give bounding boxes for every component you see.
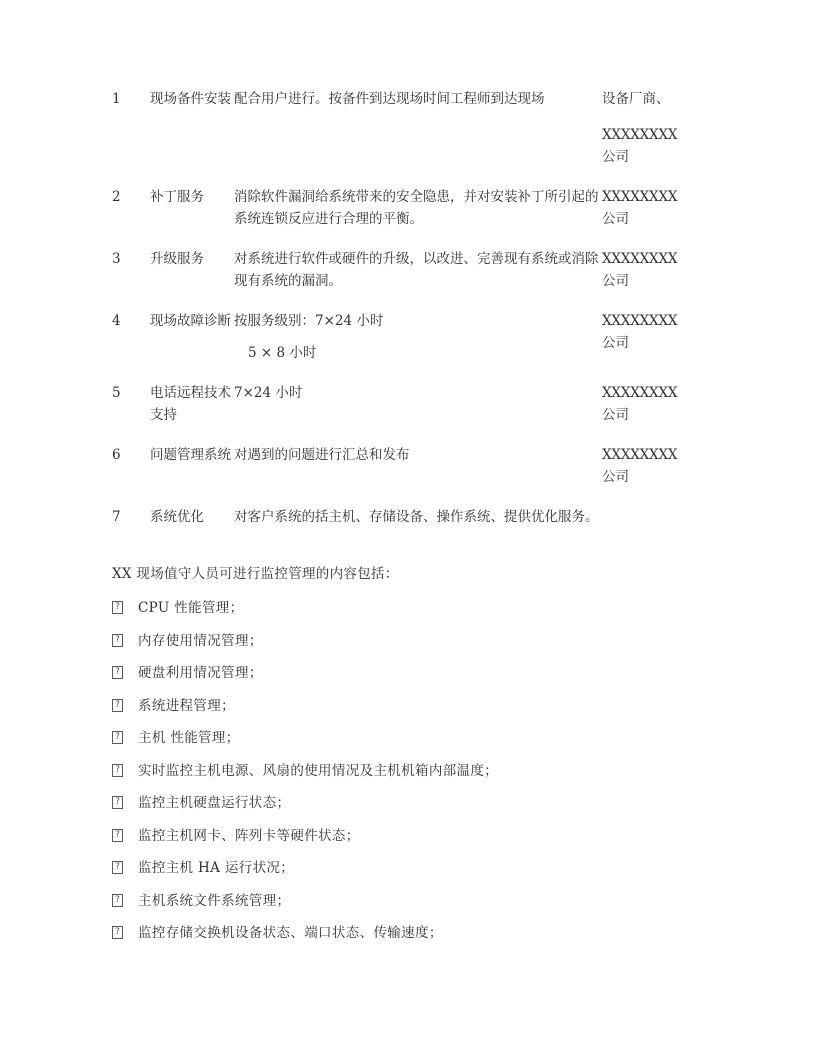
service-description bbox=[234, 382, 602, 444]
table-row bbox=[112, 310, 704, 382]
service-owner bbox=[602, 382, 704, 444]
missing-glyph-bullet-icon: ? bbox=[112, 796, 123, 809]
missing-glyph-bullet-icon: ? bbox=[112, 634, 123, 647]
list-item-label: 监控主机 HA 运行状况； bbox=[138, 860, 295, 876]
row-number: 1 bbox=[112, 91, 121, 107]
owner-masked-name: XXXXXXXX bbox=[602, 385, 678, 401]
service-name: 现场备件安装 bbox=[150, 91, 231, 107]
row-number: 2 bbox=[112, 189, 121, 205]
service-description bbox=[234, 444, 602, 506]
missing-glyph-bullet-icon: ? bbox=[112, 731, 123, 744]
service-owner bbox=[602, 248, 704, 310]
owner-company-suffix: 公司 bbox=[602, 469, 629, 485]
owner-masked-name: XXXXXXXX bbox=[602, 447, 678, 463]
list-item bbox=[112, 697, 712, 716]
missing-glyph-bullet-icon: ? bbox=[112, 699, 123, 712]
list-item bbox=[112, 664, 712, 683]
owner-company-suffix: 公司 bbox=[602, 273, 629, 289]
service-description bbox=[234, 248, 602, 310]
owner-company-suffix: 公司 bbox=[602, 407, 629, 423]
service-owner bbox=[602, 506, 704, 546]
table-row bbox=[112, 382, 704, 444]
description-line: 7×24 小时 bbox=[234, 385, 303, 401]
description-line: 对客户系统的括主机、存储设备、操作系统、提供优化服务。 bbox=[234, 509, 599, 525]
description-line: 按服务级别：7×24 小时 bbox=[234, 313, 384, 329]
list-item-label: 内存使用情况管理； bbox=[138, 632, 263, 649]
list-item-label: CPU 性能管理； bbox=[138, 600, 244, 616]
description-line-secondary: 5 × 8 小时 bbox=[248, 345, 317, 361]
list-item-label: 实时监控主机电源、风扇的使用情况及主机机箱内部温度； bbox=[138, 762, 499, 779]
table-row bbox=[112, 248, 704, 310]
service-description bbox=[234, 88, 602, 186]
table-row bbox=[112, 88, 704, 186]
list-item-label: 主机 性能管理； bbox=[138, 730, 240, 746]
list-item-label: 系统进程管理； bbox=[138, 697, 235, 714]
service-name: 电话远程技术支持 bbox=[150, 385, 231, 423]
missing-glyph-bullet-icon: ? bbox=[112, 861, 123, 874]
missing-glyph-bullet-icon: ? bbox=[112, 829, 123, 842]
owner-lead: 设备厂商、 bbox=[602, 91, 670, 107]
owner-spacer bbox=[602, 110, 704, 124]
description-line: 消除软件漏洞给系统带来的安全隐患，并对安装补丁所引起的系统连锁反应进行合理的平衡。 bbox=[234, 189, 599, 227]
service-name: 升级服务 bbox=[150, 251, 204, 267]
list-item-label: 主机系统文件系统管理； bbox=[138, 892, 291, 909]
service-owner bbox=[602, 444, 704, 506]
table-row bbox=[112, 186, 704, 248]
owner-company-suffix: 公司 bbox=[602, 335, 629, 351]
list-item bbox=[112, 632, 712, 651]
row-number: 3 bbox=[112, 251, 121, 267]
list-item-label: 监控存储交换机设备状态、端口状态、传输速度； bbox=[138, 925, 443, 941]
owner-masked-name: XXXXXXXX bbox=[602, 251, 678, 267]
service-name: 系统优化 bbox=[150, 509, 204, 525]
list-item bbox=[112, 729, 712, 748]
row-number: 5 bbox=[112, 385, 121, 401]
row-number: 6 bbox=[112, 447, 121, 463]
service-owner bbox=[602, 186, 704, 248]
service-description bbox=[234, 506, 602, 546]
list-item-label: 监控主机硬盘运行状态； bbox=[138, 795, 291, 811]
service-description bbox=[234, 310, 602, 382]
list-item bbox=[112, 827, 712, 846]
list-item bbox=[112, 794, 712, 813]
table-row bbox=[112, 444, 704, 506]
missing-glyph-bullet-icon: ? bbox=[112, 894, 123, 907]
row-number: 4 bbox=[112, 313, 121, 329]
list-item bbox=[112, 762, 712, 781]
description-line: 配合用户进行。按备件到达现场时间工程师到达现场 bbox=[234, 91, 545, 107]
service-table bbox=[112, 88, 704, 546]
owner-company-suffix: 公司 bbox=[602, 211, 629, 227]
description-line: 对遇到的问题进行汇总和发布 bbox=[234, 447, 410, 463]
missing-glyph-bullet-icon: ? bbox=[112, 764, 123, 777]
owner-masked-name: XXXXXXXX bbox=[602, 127, 678, 143]
missing-glyph-bullet-icon: ? bbox=[112, 601, 123, 614]
list-item bbox=[112, 892, 712, 911]
list-item bbox=[112, 924, 712, 943]
owner-masked-name: XXXXXXXX bbox=[602, 313, 678, 329]
description-line: 对系统进行软件或硬件的升级，以改进、完善现有系统或消除现有系统的漏洞。 bbox=[234, 251, 599, 289]
service-table-body bbox=[112, 88, 704, 546]
list-item bbox=[112, 599, 712, 618]
owner-masked-name: XXXXXXXX bbox=[602, 189, 678, 205]
service-description bbox=[234, 186, 602, 248]
service-name: 现场故障诊断 bbox=[150, 313, 231, 329]
list-item bbox=[112, 859, 712, 878]
section-lead-text: XX 现场值守人员可进行监控管理的内容包括： bbox=[112, 566, 399, 582]
monitoring-section bbox=[112, 564, 712, 957]
service-owner bbox=[602, 310, 704, 382]
list-item-label: 硬盘利用情况管理； bbox=[138, 665, 263, 681]
list-item-label: 监控主机网卡、阵列卡等硬件状态； bbox=[138, 827, 360, 844]
row-number: 7 bbox=[112, 509, 121, 525]
missing-glyph-bullet-icon: ? bbox=[112, 666, 123, 679]
owner-company-suffix: 公司 bbox=[602, 149, 629, 165]
service-owner bbox=[602, 88, 704, 186]
service-name: 问题管理系统 bbox=[150, 447, 231, 463]
table-row bbox=[112, 506, 704, 546]
missing-glyph-bullet-icon: ? bbox=[112, 926, 123, 939]
service-name: 补丁服务 bbox=[150, 189, 204, 205]
